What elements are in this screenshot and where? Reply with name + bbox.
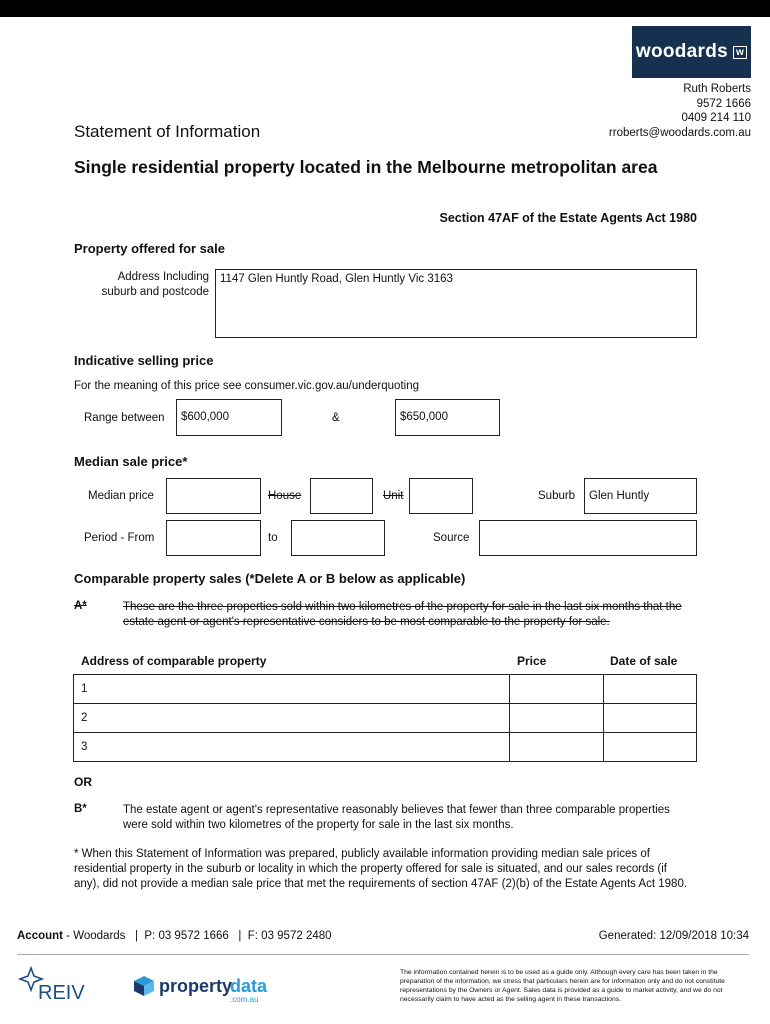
generated-timestamp: Generated: 12/09/2018 10:34 (598, 930, 749, 942)
median-price-label: Median price (88, 490, 154, 502)
option-b-text: The estate agent or agent's representative reasonably believes that fewer than three comparable properties were sold within two kilometres of the property for sale in the last six months. (123, 804, 670, 831)
suburb-field[interactable] (584, 478, 697, 514)
price-low-value: $600,000 (181, 411, 229, 423)
or-label: OR (74, 775, 92, 789)
house-label: House (268, 490, 302, 502)
comparable-section-title: Comparable property sales (*Delete A or B below as applicable) (74, 571, 466, 586)
date-cell[interactable] (604, 675, 697, 704)
agent-phone: 9572 1666 (696, 97, 751, 110)
agent-email: rroberts@woodards.com.au (608, 126, 751, 139)
agent-contact (609, 82, 751, 140)
row-number: 1 (81, 683, 88, 695)
source-field[interactable] (479, 520, 697, 556)
address-cell[interactable] (74, 733, 510, 762)
page-heading: Single residential property located in the Melbourne metropolitan area (74, 157, 658, 177)
source-label: Source (433, 532, 470, 544)
option-b-marker: B* (74, 803, 87, 815)
reiv-logo (18, 966, 98, 1006)
suburb-value: Glen Huntly (589, 490, 650, 502)
propertydata-domain: .com.au (230, 995, 259, 1004)
price-cell[interactable] (510, 704, 604, 733)
period-to-label: to (268, 532, 278, 544)
reiv-text: REIV (38, 982, 85, 1004)
property-section-title: Property offered for sale (74, 241, 225, 256)
address-value: 1147 Glen Huntly Road, Glen Huntly Vic 3163 (220, 273, 453, 285)
row-number: 2 (81, 712, 88, 724)
range-ampersand: & (332, 412, 340, 424)
period-from-label: Period - From (84, 532, 155, 544)
col-header-address: Address of comparable property (81, 654, 267, 668)
footnote: * When this Statement of Information was prepared, publicly available information providing median sale prices of residential property in the suburb or locality in which the property offered for sale is situated, and our sales records (if any), did not provide a median sale price that met the requirements of section 47AF (2)(b) of the Estate Agents Act 1980. (74, 848, 688, 890)
table-row (74, 675, 697, 704)
logo-badge: w (733, 46, 747, 59)
cube-icon (132, 974, 156, 998)
period-to-field[interactable] (291, 520, 385, 556)
address-cell[interactable] (74, 675, 510, 704)
account-label: Account (17, 930, 63, 942)
price-high-field[interactable] (395, 399, 500, 436)
period-from-field[interactable] (166, 520, 261, 556)
top-bar (0, 0, 770, 17)
option-a-marker: A* (74, 600, 87, 612)
disclaimer: The information contained herein is to be used as a guide only. Although every care has been taken in the preparation of the information, we stress that particulars herein are for information only and do not constitute representations by the Owners or Agent. Sales data is provided as a guide to market activity, and we do not necessarily claim to have acted as the selling agent in these transactions. (400, 969, 725, 1003)
median-price-field[interactable] (166, 478, 261, 514)
col-header-date: Date of sale (610, 654, 678, 668)
account-details: - Woodards | P: 03 9572 1666 | F: 03 9572 2480 (63, 930, 332, 942)
account-line (17, 930, 332, 942)
address-cell[interactable] (74, 704, 510, 733)
price-low-field[interactable] (176, 399, 282, 436)
statement-title: Statement of Information (74, 122, 261, 141)
propertydata-logo (132, 974, 272, 1006)
agent-name: Ruth Roberts (683, 83, 751, 95)
woodards-logo (632, 26, 751, 78)
table-row (74, 704, 697, 733)
comparable-sales-table (73, 674, 697, 762)
logo-text: woodards (635, 41, 729, 62)
underquoting-note: For the meaning of this price see consumer.vic.gov.au/underquoting (74, 380, 419, 392)
row-number: 3 (81, 741, 88, 753)
date-cell[interactable] (604, 704, 697, 733)
price-section-title: Indicative selling price (74, 353, 214, 368)
date-cell[interactable] (604, 733, 697, 762)
table-row (74, 733, 697, 762)
propertydata-text-a: property (159, 976, 233, 996)
address-field[interactable] (215, 269, 697, 338)
address-label: Address Including suburb and postcode (101, 271, 209, 298)
unit-checkbox[interactable] (409, 478, 473, 514)
agent-mobile: 0409 214 110 (681, 112, 751, 124)
suburb-label: Suburb (538, 490, 576, 502)
unit-label: Unit (383, 490, 404, 502)
col-header-price: Price (517, 654, 547, 668)
act-reference: Section 47AF of the Estate Agents Act 1980 (439, 211, 697, 225)
median-section-title: Median sale price* (74, 454, 188, 469)
price-cell[interactable] (510, 733, 604, 762)
price-high-value: $650,000 (400, 411, 448, 423)
house-checkbox[interactable] (310, 478, 373, 514)
footer-divider (17, 954, 749, 955)
range-label: Range between (84, 412, 165, 424)
propertydata-text-b: data (230, 976, 268, 996)
price-cell[interactable] (510, 675, 604, 704)
option-a-text: These are the three properties sold within two kilometres of the property for sale in the last six months that the estate agent or agent's representative considers to be most comparable to the property for sale. (123, 601, 682, 628)
